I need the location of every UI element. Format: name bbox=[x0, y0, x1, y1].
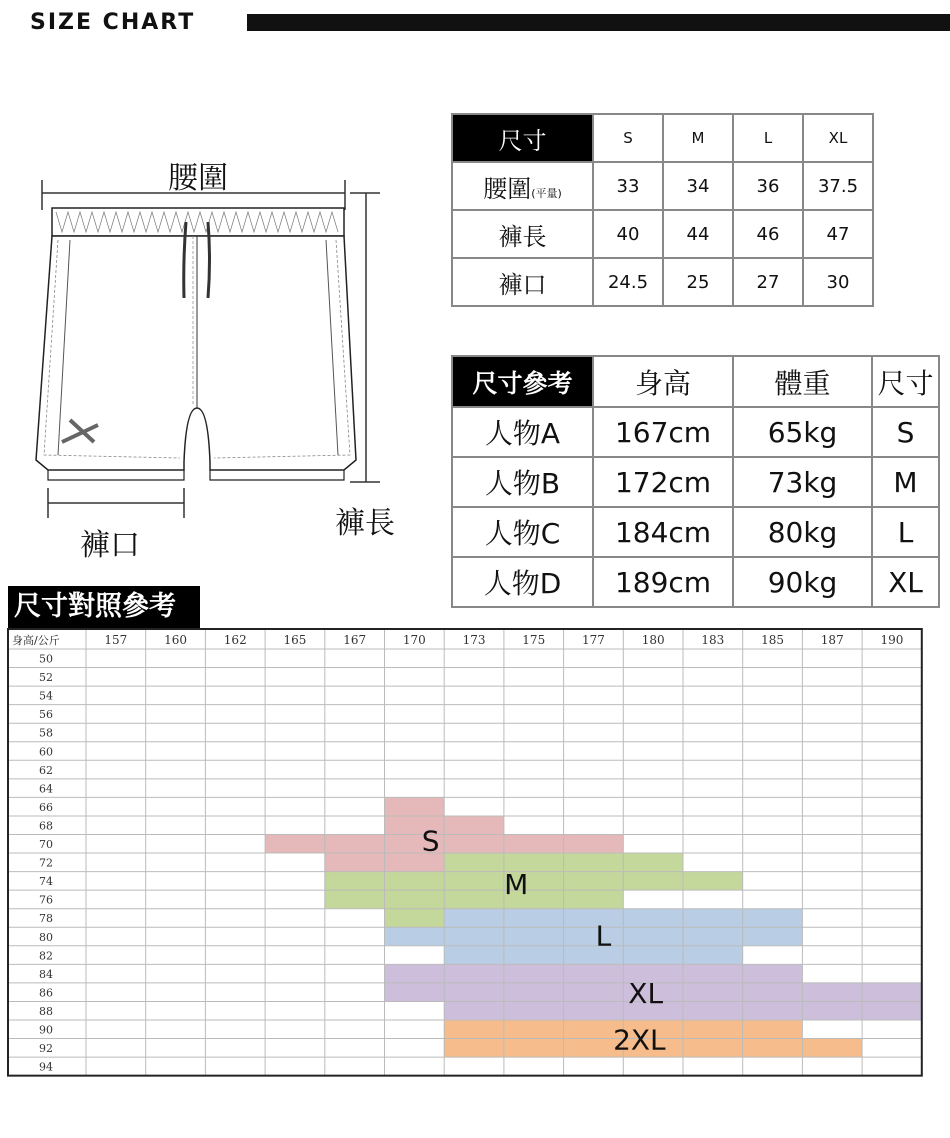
zone-cell bbox=[564, 983, 624, 1002]
size-col-header: M bbox=[663, 114, 733, 162]
zone-cell bbox=[564, 872, 624, 891]
zone-cell bbox=[385, 890, 445, 909]
zone-cell bbox=[623, 909, 683, 928]
corner-label: 身高/公斤 bbox=[12, 634, 60, 647]
value-cell: 44 bbox=[663, 210, 733, 258]
weight-tick-label: 92 bbox=[39, 1042, 53, 1056]
ref-cell: 人物B bbox=[452, 457, 593, 507]
weight-tick-label: 86 bbox=[39, 986, 53, 1000]
zone-cell bbox=[564, 1001, 624, 1020]
height-tick-label: 162 bbox=[223, 633, 247, 647]
ref-cell: 65kg bbox=[733, 407, 872, 457]
weight-tick-label: 94 bbox=[39, 1060, 53, 1074]
size-col-header: XL bbox=[803, 114, 873, 162]
comparison-title: 尺寸對照參考 bbox=[8, 586, 200, 628]
zone-label: M bbox=[504, 868, 529, 902]
weight-tick-label: 52 bbox=[39, 671, 53, 685]
zone-cell bbox=[504, 1001, 564, 1020]
value-cell: 30 bbox=[803, 258, 873, 306]
zone-cell bbox=[504, 835, 564, 854]
zone-cell bbox=[444, 816, 504, 835]
zone-cell bbox=[802, 983, 862, 1002]
weight-tick-label: 62 bbox=[39, 763, 53, 777]
ref-cell: 189cm bbox=[593, 557, 733, 607]
zone-cell bbox=[265, 835, 325, 854]
zone-cell bbox=[743, 1039, 803, 1058]
zone-cell bbox=[743, 927, 803, 946]
value-cell: 46 bbox=[733, 210, 803, 258]
zone-cell bbox=[564, 909, 624, 928]
zone-cell bbox=[623, 853, 683, 872]
zone-cell bbox=[444, 983, 504, 1002]
ref-header: 身高 bbox=[593, 356, 733, 407]
height-tick-label: 175 bbox=[522, 633, 546, 647]
ref-cell: 73kg bbox=[733, 457, 872, 507]
zone-cell bbox=[683, 1001, 743, 1020]
zone-label: L bbox=[595, 919, 612, 953]
zone-cell bbox=[683, 927, 743, 946]
weight-tick-label: 70 bbox=[39, 838, 53, 851]
zone-cell bbox=[504, 1039, 564, 1058]
height-tick-label: 160 bbox=[164, 633, 188, 647]
zone-cell bbox=[444, 909, 504, 928]
zone-cell bbox=[564, 890, 624, 909]
zone-cell bbox=[683, 964, 743, 983]
zone-cell bbox=[564, 946, 624, 965]
zone-cell bbox=[564, 927, 624, 946]
height-tick-label: 173 bbox=[462, 633, 486, 647]
zone-cell bbox=[683, 983, 743, 1002]
ref-cell: 人物C bbox=[452, 507, 593, 557]
zone-cell bbox=[444, 946, 504, 965]
weight-tick-label: 64 bbox=[39, 782, 53, 796]
value-cell: 25 bbox=[663, 258, 733, 306]
zone-label: XL bbox=[628, 976, 664, 1010]
zone-cell bbox=[444, 872, 504, 891]
value-cell: 34 bbox=[663, 162, 733, 210]
height-tick-label: 190 bbox=[880, 633, 904, 647]
zone-cell bbox=[623, 872, 683, 891]
ref-cell: S bbox=[872, 407, 939, 457]
row-label: 褲長 bbox=[452, 210, 593, 258]
zone-cell bbox=[385, 927, 445, 946]
zone-cell bbox=[683, 1039, 743, 1058]
weight-tick-label: 80 bbox=[39, 930, 53, 944]
zone-cell bbox=[385, 872, 445, 891]
zone-cell bbox=[444, 927, 504, 946]
zone-cell bbox=[385, 983, 445, 1002]
ref-cell: 184cm bbox=[593, 507, 733, 557]
row-label: 褲口 bbox=[452, 258, 593, 306]
zone-cell bbox=[444, 1039, 504, 1058]
zone-cell bbox=[683, 872, 743, 891]
zone-cell bbox=[743, 1001, 803, 1020]
ref-cell: XL bbox=[872, 557, 939, 607]
zone-cell bbox=[743, 1020, 803, 1039]
weight-tick-label: 58 bbox=[39, 726, 53, 740]
value-cell: 37.5 bbox=[803, 162, 873, 210]
ref-cell: L bbox=[872, 507, 939, 557]
weight-tick-label: 78 bbox=[39, 912, 53, 926]
weight-tick-label: 76 bbox=[39, 893, 53, 907]
zone-cell bbox=[683, 909, 743, 928]
weight-tick-label: 50 bbox=[39, 652, 53, 666]
length-label: 褲長 bbox=[335, 506, 395, 541]
zone-cell bbox=[504, 983, 564, 1002]
ref-cell: 172cm bbox=[593, 457, 733, 507]
ref-cell: 167cm bbox=[593, 407, 733, 457]
zone-cell bbox=[683, 1020, 743, 1039]
zone-cell bbox=[743, 983, 803, 1002]
zone-label: 2XL bbox=[613, 1023, 666, 1057]
weight-tick-label: 72 bbox=[39, 856, 53, 870]
ref-cell: 80kg bbox=[733, 507, 872, 557]
weight-tick-label: 90 bbox=[39, 1023, 53, 1037]
zone-label: S bbox=[421, 824, 440, 858]
zone-cell bbox=[623, 946, 683, 965]
zone-cell bbox=[504, 909, 564, 928]
zone-cell bbox=[325, 835, 385, 854]
zone-cell bbox=[444, 835, 504, 854]
height-tick-label: 180 bbox=[641, 633, 665, 647]
row-label: 腰圍(平量) bbox=[452, 162, 593, 210]
zone-cell bbox=[743, 964, 803, 983]
zone-cell bbox=[862, 983, 922, 1002]
weight-tick-label: 74 bbox=[39, 875, 53, 889]
height-tick-label: 187 bbox=[820, 633, 844, 647]
weight-tick-label: 56 bbox=[39, 708, 53, 722]
zone-cell bbox=[444, 853, 504, 872]
value-cell: 33 bbox=[593, 162, 663, 210]
zone-cell bbox=[444, 1001, 504, 1020]
zone-cell bbox=[504, 1020, 564, 1039]
ref-cell: 人物A bbox=[452, 407, 593, 457]
hem-label: 褲口 bbox=[80, 528, 140, 563]
weight-tick-label: 84 bbox=[39, 967, 53, 981]
zone-cell bbox=[504, 964, 564, 983]
zone-cell bbox=[325, 853, 385, 872]
zone-cell bbox=[385, 797, 445, 816]
value-cell: 24.5 bbox=[593, 258, 663, 306]
value-cell: 36 bbox=[733, 162, 803, 210]
size-col-header: L bbox=[733, 114, 803, 162]
zone-cell bbox=[564, 853, 624, 872]
height-tick-label: 177 bbox=[581, 633, 605, 647]
ref-header: 體重 bbox=[733, 356, 872, 407]
zone-cell bbox=[444, 890, 504, 909]
zone-cell bbox=[802, 1039, 862, 1058]
zone-cell bbox=[623, 927, 683, 946]
weight-tick-label: 54 bbox=[39, 689, 53, 703]
zone-cell bbox=[325, 872, 385, 891]
ref-header: 尺寸參考 bbox=[452, 356, 593, 407]
height-tick-label: 170 bbox=[402, 633, 426, 647]
waist-label: 腰圍 bbox=[168, 161, 228, 196]
size-col-header: S bbox=[593, 114, 663, 162]
zone-cell bbox=[564, 964, 624, 983]
zone-cell bbox=[444, 1020, 504, 1039]
zone-cell bbox=[564, 835, 624, 854]
weight-tick-label: 82 bbox=[39, 949, 53, 963]
size-corner-header: 尺寸 bbox=[452, 114, 593, 162]
zone-cell bbox=[385, 909, 445, 928]
value-cell: 47 bbox=[803, 210, 873, 258]
height-tick-label: 167 bbox=[343, 633, 367, 647]
zone-cell bbox=[385, 964, 445, 983]
zone-cell bbox=[802, 1001, 862, 1020]
value-cell: 40 bbox=[593, 210, 663, 258]
zone-cell bbox=[325, 890, 385, 909]
weight-tick-label: 60 bbox=[39, 745, 53, 759]
ref-cell: 90kg bbox=[733, 557, 872, 607]
weight-tick-label: 68 bbox=[39, 819, 53, 833]
height-tick-label: 183 bbox=[701, 633, 725, 647]
page-title: SIZE CHART bbox=[30, 10, 196, 35]
height-tick-label: 165 bbox=[283, 633, 307, 647]
zone-cell bbox=[504, 927, 564, 946]
ref-header: 尺寸 bbox=[872, 356, 939, 407]
height-tick-label: 157 bbox=[104, 633, 128, 647]
zone-cell bbox=[862, 1001, 922, 1020]
zone-cell bbox=[504, 946, 564, 965]
zone-cell bbox=[743, 909, 803, 928]
value-cell: 27 bbox=[733, 258, 803, 306]
height-tick-label: 185 bbox=[761, 633, 785, 647]
weight-tick-label: 66 bbox=[39, 800, 53, 814]
zone-cell bbox=[444, 964, 504, 983]
weight-tick-label: 88 bbox=[39, 1004, 53, 1018]
zone-cell bbox=[683, 946, 743, 965]
ref-cell: 人物D bbox=[452, 557, 593, 607]
ref-cell: M bbox=[872, 457, 939, 507]
